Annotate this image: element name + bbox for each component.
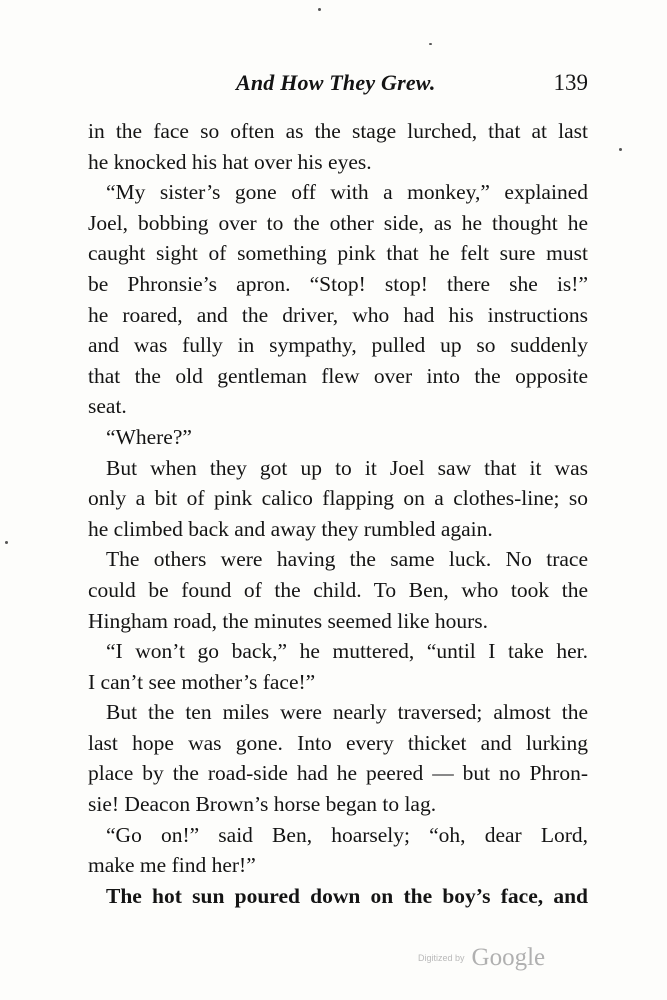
page-header [88,66,588,102]
text-line: “Go on!” said Ben, hoarsely; “oh, dear Lord, [106,822,588,847]
text-line: he climbed back and away they rumbled again. [88,516,493,541]
paper-speck [5,541,8,544]
text-line: and was fully in sympathy, pulled up so suddenly [88,333,588,358]
text-line: Hingham road, the minutes seemed like hours. [88,608,489,633]
digitized-watermark [418,944,545,978]
text-line: seat. [88,394,127,419]
text-line: Joel, bobbing over to the other side, as he thought he [88,210,588,235]
text-line: make me find her!” [88,853,256,878]
text-line: he knocked his hat over his eyes. [88,149,372,174]
text-line: only a bit of pink calico flapping on a clothes-line; so [88,486,588,511]
text-line: place by the road-side had he peered — but no Phron- [88,761,588,786]
text-line: that the old gentleman flew over into the opposite [88,363,588,388]
text-line: The hot sun poured down on the boy’s face, and [106,883,588,908]
text-line: “I won’t go back,” he muttered, “until I take her. [106,639,588,664]
text-line: he roared, and the driver, who had his instructions [88,302,588,327]
page-number: 139 [553,70,588,95]
paper-speck [318,8,321,11]
google-logo: Google [471,944,546,971]
text-line: be Phronsie’s apron. “Stop! stop! there she is!” [88,271,588,296]
text-line: But when they got up to it Joel saw that it was [106,455,588,480]
text-line: “My sister’s gone off with a monkey,” explained [106,180,588,205]
paper-speck [429,43,432,45]
running-title: And How They Grew. [236,70,436,95]
text-line: sie! Deacon Brown’s horse began to lag. [88,792,437,817]
text-line: could be found of the child. To Ben, who took the [88,577,588,602]
text-line: But the ten miles were nearly traversed; almost the [106,700,588,725]
body-text [88,116,588,911]
text-line: I can’t see mother’s face!” [88,669,316,694]
text-line: The others were having the same luck. No trace [106,547,588,572]
paper-speck [619,148,622,151]
text-line: caught sight of something pink that he felt sure must [88,241,588,266]
digitized-by-label: Digitized by [418,953,465,963]
text-line: in the face so often as the stage lurched, that at last [88,119,588,143]
text-line: last hope was gone. Into every thicket and lurking [88,730,588,755]
text-line: “Where?” [106,424,192,449]
